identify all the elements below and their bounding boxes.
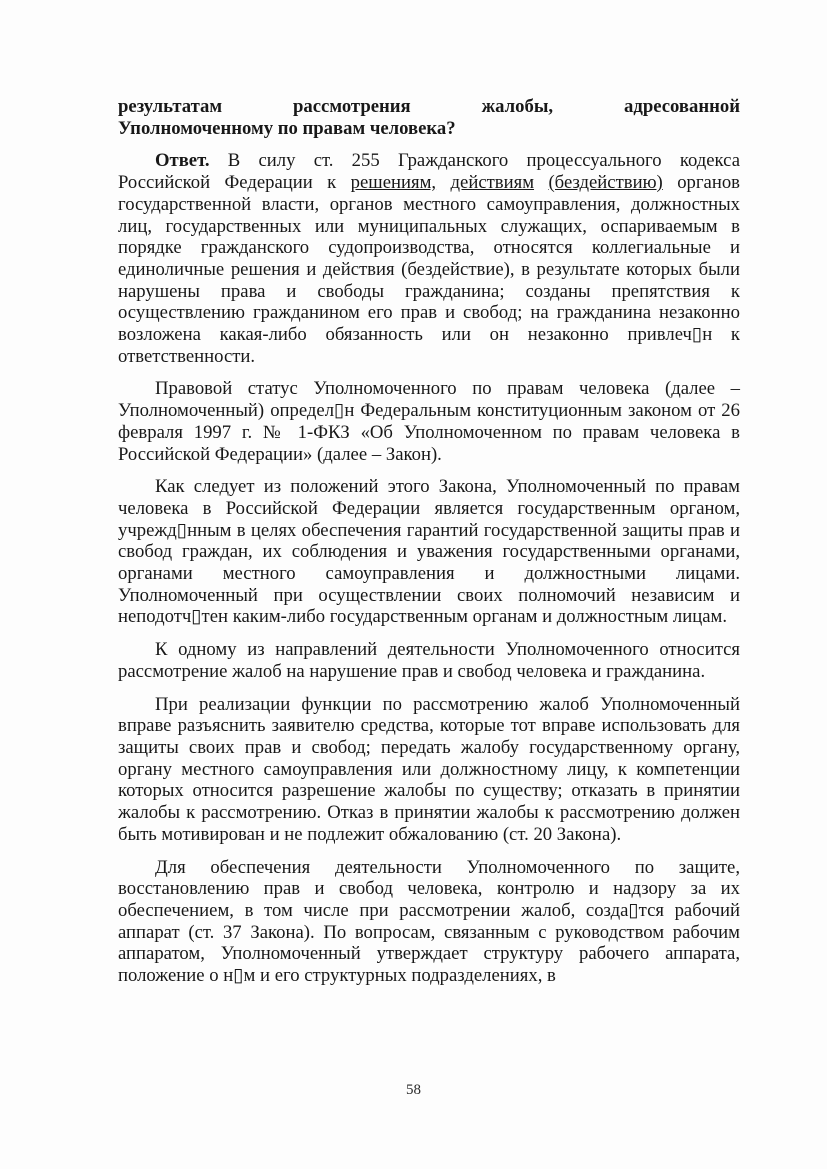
- underlined-run: действиям: [450, 172, 535, 194]
- bold-run: Ответ.: [155, 150, 210, 172]
- question-heading-line-2: Уполномоченному по правам человека?: [118, 117, 456, 139]
- text-run: Правовой статус Уполномоченного по правам человека (далее – Уполномоченный) определ▯н Федеральным конституционным законом от 26 февраля 1997 г. № 1-ФКЗ «Об Уполномоченном по правам человека в Российской Федерации» (далее – Закон).: [118, 378, 740, 465]
- underlined-run: решениям,: [350, 172, 437, 194]
- paragraph-law-provisions: [118, 476, 740, 628]
- text-run: [534, 172, 548, 193]
- paragraph-activity-areas: [118, 639, 740, 682]
- question-heading: [118, 96, 740, 139]
- paragraph-answer: [118, 150, 740, 367]
- paragraph-legal-status: [118, 378, 740, 465]
- page-number: 58: [406, 1082, 421, 1098]
- text-run: органов государственной власти, органов местного самоуправления, должностных лиц, государственных или муниципальных служащих, оспариваемым в порядке гражданского судопроизводства, относятся коллегиальные и единоличные решения и действия (бездействие), в результате которых были нарушены права и свободы гражданина; созданы препятствия к осуществлению гражданином его прав и свобод; на гражданина незаконно возложена какая-либо обязанность или он незаконно привлеч▯н к ответственности.: [118, 172, 741, 367]
- text-run: В силу ст. 255 Гражданского процессуального кодекса Российской Федерации к: [118, 150, 740, 194]
- text-run: К одному из направлений деятельности Уполномоченного относится рассмотрение жалоб на нарушение прав и свобод человека и гражданина.: [118, 639, 740, 682]
- text-run: Для обеспечения деятельности Уполномоченного по защите, восстановлению прав и свобод человека, контролю и надзору за их обеспечением, в том числе при рассмотрении жалоб, созда▯тся рабочий аппарат (ст. 37 Закона). По вопросам, связанным с руководством рабочим аппаратом, Уполномоченный утверждает структуру рабочего аппарата, положение о н▯м и его структурных подразделениях, в: [118, 856, 740, 987]
- text-run: [436, 172, 450, 193]
- text-run: При реализации функции по рассмотрению жалоб Уполномоченный вправе разъяснить заявителю средства, которые тот вправе использовать для защиты своих прав и свобод; передать жалобу государственному органу, органу местного самоуправления или должностному лицу, к компетенции которых относится разрешение жалобы по существу; отказать в принятии жалобы к рассмотрению. Отказ в принятии жалобы к рассмотрению должен быть мотивирован и не подлежит обжалованию (ст. 20 Закона).: [118, 693, 740, 845]
- question-heading-line-1: результатам рассмотрения жалобы, адресованной: [118, 96, 740, 117]
- text-run: Как следует из положений этого Закона, Уполномоченный по правам человека в Российской Федерации является государственным органом, учрежд▯нным в целях обеспечения гарантий государственной защиты прав и свобод граждан, их соблюдения и уважения государственными органами, органами местного самоуправления и должностными лицами. Уполномоченный при осуществлении своих полномочий независим и неподотч▯тен каким-либо государственным органам и должностным лицам.: [118, 476, 740, 628]
- paragraph-working-apparatus: [118, 857, 740, 987]
- paragraph-complaint-functions: [118, 694, 740, 846]
- page-content: [118, 96, 740, 987]
- underlined-run: (бездействию): [548, 172, 663, 194]
